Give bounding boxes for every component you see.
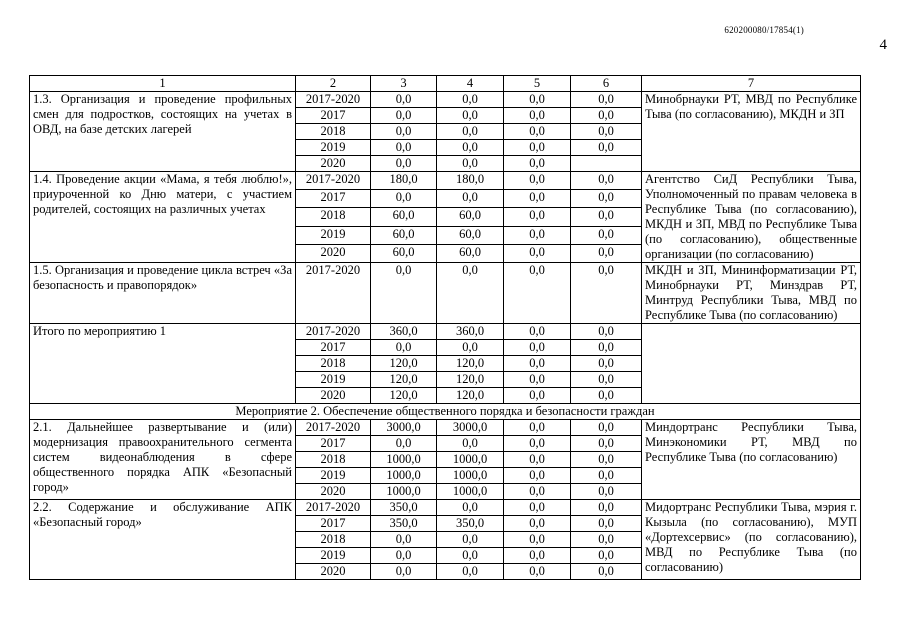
value-cell: 0,0 xyxy=(437,263,504,324)
value-cell: 1000,0 xyxy=(371,484,437,500)
document-code: 620200080/17854(1) xyxy=(724,25,804,35)
value-cell: 0,0 xyxy=(571,244,642,262)
value-cell: 1000,0 xyxy=(437,468,504,484)
value-cell: 0,0 xyxy=(571,388,642,404)
value-cell: 0,0 xyxy=(504,532,571,548)
value-cell: 0,0 xyxy=(571,108,642,124)
value-cell: 60,0 xyxy=(371,244,437,262)
value-cell: 0,0 xyxy=(571,226,642,244)
period-cell: 2020 xyxy=(296,388,371,404)
value-cell: 0,0 xyxy=(571,140,642,156)
value-cell: 350,0 xyxy=(371,516,437,532)
value-cell: 0,0 xyxy=(571,516,642,532)
value-cell: 0,0 xyxy=(437,532,504,548)
value-cell: 120,0 xyxy=(437,372,504,388)
value-cell: 0,0 xyxy=(571,452,642,468)
period-cell: 2017 xyxy=(296,516,371,532)
value-cell: 0,0 xyxy=(371,548,437,564)
period-cell: 2017 xyxy=(296,436,371,452)
column-header: 2 xyxy=(296,76,371,92)
value-cell: 0,0 xyxy=(371,92,437,108)
value-cell: 3000,0 xyxy=(437,420,504,436)
value-cell: 0,0 xyxy=(504,388,571,404)
value-cell: 3000,0 xyxy=(371,420,437,436)
value-cell: 1000,0 xyxy=(371,452,437,468)
value-cell: 0,0 xyxy=(571,420,642,436)
page-number: 4 xyxy=(879,37,887,53)
value-cell: 120,0 xyxy=(371,388,437,404)
value-cell: 60,0 xyxy=(437,208,504,226)
activity-description: 2.1. Дальнейшее развертывание и (или) модернизация правоохранительного сегмента систем видеонаблюдения в сфере общественного порядка АПК «Безопасный город» xyxy=(30,420,296,500)
activity-description: 2.2. Содержание и обслуживание АПК «Безопасный город» xyxy=(30,500,296,580)
value-cell: 0,0 xyxy=(504,516,571,532)
value-cell: 0,0 xyxy=(437,92,504,108)
value-cell: 0,0 xyxy=(504,372,571,388)
section-title: Мероприятие 2. Обеспечение общественного порядка и безопасности граждан xyxy=(30,404,861,420)
table-row xyxy=(30,263,861,324)
table-row xyxy=(30,92,861,108)
value-cell: 0,0 xyxy=(437,190,504,208)
value-cell: 0,0 xyxy=(571,172,642,190)
activity-description: 1.4. Проведение акции «Мама, я тебя люблю!», приуроченной ко Дню матери, с участием родителей, состоящих на различных учетах xyxy=(30,172,296,263)
column-header: 6 xyxy=(571,76,642,92)
value-cell: 0,0 xyxy=(571,468,642,484)
period-cell: 2020 xyxy=(296,564,371,580)
value-cell: 1000,0 xyxy=(437,452,504,468)
value-cell: 120,0 xyxy=(437,388,504,404)
value-cell: 0,0 xyxy=(571,548,642,564)
value-cell: 0,0 xyxy=(371,340,437,356)
value-cell: 0,0 xyxy=(571,263,642,324)
period-cell: 2017-2020 xyxy=(296,420,371,436)
value-cell: 180,0 xyxy=(371,172,437,190)
value-cell: 0,0 xyxy=(504,208,571,226)
period-cell: 2019 xyxy=(296,226,371,244)
value-cell: 60,0 xyxy=(371,226,437,244)
value-cell: 0,0 xyxy=(571,356,642,372)
column-header: 4 xyxy=(437,76,504,92)
value-cell: 0,0 xyxy=(504,356,571,372)
activity-description: Итого по мероприятию 1 xyxy=(30,324,296,404)
period-cell: 2019 xyxy=(296,140,371,156)
value-cell: 0,0 xyxy=(371,436,437,452)
table-row xyxy=(30,420,861,436)
value-cell: 0,0 xyxy=(504,263,571,324)
value-cell: 0,0 xyxy=(504,156,571,172)
value-cell: 0,0 xyxy=(571,340,642,356)
value-cell: 0,0 xyxy=(371,108,437,124)
value-cell: 0,0 xyxy=(504,436,571,452)
value-cell: 0,0 xyxy=(371,263,437,324)
value-cell: 0,0 xyxy=(504,92,571,108)
value-cell: 0,0 xyxy=(504,484,571,500)
period-cell: 2017-2020 xyxy=(296,500,371,516)
period-cell: 2018 xyxy=(296,208,371,226)
column-header: 3 xyxy=(371,76,437,92)
period-cell: 2017-2020 xyxy=(296,92,371,108)
value-cell: 0,0 xyxy=(504,172,571,190)
value-cell: 0,0 xyxy=(504,564,571,580)
value-cell: 0,0 xyxy=(571,500,642,516)
period-cell: 2018 xyxy=(296,124,371,140)
value-cell: 0,0 xyxy=(571,324,642,340)
table-body xyxy=(30,76,861,580)
value-cell: 0,0 xyxy=(571,92,642,108)
value-cell: 350,0 xyxy=(371,500,437,516)
value-cell: 0,0 xyxy=(571,532,642,548)
period-cell: 2020 xyxy=(296,156,371,172)
period-cell: 2019 xyxy=(296,548,371,564)
activity-description: 1.5. Организация и проведение цикла встреч «За безопасность и правопорядок» xyxy=(30,263,296,324)
responsible-executors: МКДН и ЗП, Мининформатизации РТ, Минобрнауки РТ, Минздрав РТ, Минтруд Республики Тыва, МВД по Республике Тыва (по согласованию) xyxy=(642,263,861,324)
value-cell: 0,0 xyxy=(571,208,642,226)
value-cell: 0,0 xyxy=(504,548,571,564)
value-cell: 60,0 xyxy=(437,226,504,244)
period-cell: 2020 xyxy=(296,484,371,500)
value-cell: 0,0 xyxy=(437,108,504,124)
value-cell: 0,0 xyxy=(371,190,437,208)
period-cell: 2020 xyxy=(296,244,371,262)
value-cell: 0,0 xyxy=(437,340,504,356)
value-cell: 360,0 xyxy=(437,324,504,340)
program-table xyxy=(29,75,861,580)
value-cell: 0,0 xyxy=(571,564,642,580)
value-cell: 0,0 xyxy=(504,324,571,340)
responsible-executors: Агентство СиД Республики Тыва, Уполномоченный по правам человека в Республике Тыва (по согласованию), МКДН и ЗП, МВД по Республике Тыва (по согласованию), общественные организации (по согласованию) xyxy=(642,172,861,263)
period-cell: 2018 xyxy=(296,356,371,372)
table-row xyxy=(30,324,861,340)
value-cell: 0,0 xyxy=(504,500,571,516)
value-cell: 0,0 xyxy=(504,468,571,484)
value-cell: 0,0 xyxy=(504,420,571,436)
value-cell: 0,0 xyxy=(371,564,437,580)
column-header: 7 xyxy=(642,76,861,92)
activity-description: 1.3. Организация и проведение профильных смен для подростков, состоящих на учетах в ОВД, на базе детских лагерей xyxy=(30,92,296,172)
value-cell: 0,0 xyxy=(437,564,504,580)
value-cell: 0,0 xyxy=(504,190,571,208)
responsible-executors: Мидортранс Республики Тыва, мэрия г. Кызыла (по согласованию), МУП «Дортехсервис» (по согласованию), МВД по Республике Тыва (по согласованию) xyxy=(642,500,861,580)
value-cell: 60,0 xyxy=(371,208,437,226)
value-cell: 0,0 xyxy=(504,140,571,156)
period-cell: 2019 xyxy=(296,372,371,388)
value-cell: 0,0 xyxy=(437,124,504,140)
value-cell: 1000,0 xyxy=(371,468,437,484)
period-cell: 2017-2020 xyxy=(296,263,371,324)
value-cell: 360,0 xyxy=(371,324,437,340)
value-cell: 0,0 xyxy=(504,244,571,262)
period-cell: 2017 xyxy=(296,190,371,208)
value-cell: 0,0 xyxy=(371,124,437,140)
period-cell: 2019 xyxy=(296,468,371,484)
value-cell: 0,0 xyxy=(437,500,504,516)
value-cell: 0,0 xyxy=(437,156,504,172)
value-cell: 0,0 xyxy=(437,548,504,564)
value-cell: 0,0 xyxy=(504,124,571,140)
value-cell: 0,0 xyxy=(504,108,571,124)
value-cell: 350,0 xyxy=(437,516,504,532)
period-cell: 2017 xyxy=(296,108,371,124)
period-cell: 2017-2020 xyxy=(296,324,371,340)
column-header: 5 xyxy=(504,76,571,92)
period-cell: 2018 xyxy=(296,452,371,468)
value-cell: 0,0 xyxy=(571,436,642,452)
column-header-row xyxy=(30,76,861,92)
period-cell: 2018 xyxy=(296,532,371,548)
value-cell: 120,0 xyxy=(437,356,504,372)
value-cell: 0,0 xyxy=(504,226,571,244)
responsible-executors: Минобрнауки РТ, МВД по Республике Тыва (по согласованию), МКДН и ЗП xyxy=(642,92,861,172)
value-cell: 0,0 xyxy=(504,340,571,356)
value-cell: 0,0 xyxy=(437,436,504,452)
column-header: 1 xyxy=(30,76,296,92)
period-cell: 2017 xyxy=(296,340,371,356)
value-cell: 1000,0 xyxy=(437,484,504,500)
value-cell: 180,0 xyxy=(437,172,504,190)
table-row xyxy=(30,172,861,190)
value-cell: 60,0 xyxy=(437,244,504,262)
value-cell: 0,0 xyxy=(371,532,437,548)
value-cell: 0,0 xyxy=(371,156,437,172)
value-cell: 120,0 xyxy=(371,356,437,372)
value-cell: 0,0 xyxy=(437,140,504,156)
value-cell: 0,0 xyxy=(571,124,642,140)
value-cell: 0,0 xyxy=(571,190,642,208)
value-cell: 0,0 xyxy=(571,484,642,500)
value-cell: 120,0 xyxy=(371,372,437,388)
responsible-executors xyxy=(642,324,861,404)
section-row xyxy=(30,404,861,420)
responsible-executors: Миндортранс Республики Тыва, Минэкономики РТ, МВД по Республике Тыва (по согласованию) xyxy=(642,420,861,500)
table-row xyxy=(30,500,861,516)
value-cell xyxy=(571,156,642,172)
value-cell: 0,0 xyxy=(504,452,571,468)
value-cell: 0,0 xyxy=(571,372,642,388)
value-cell: 0,0 xyxy=(371,140,437,156)
period-cell: 2017-2020 xyxy=(296,172,371,190)
